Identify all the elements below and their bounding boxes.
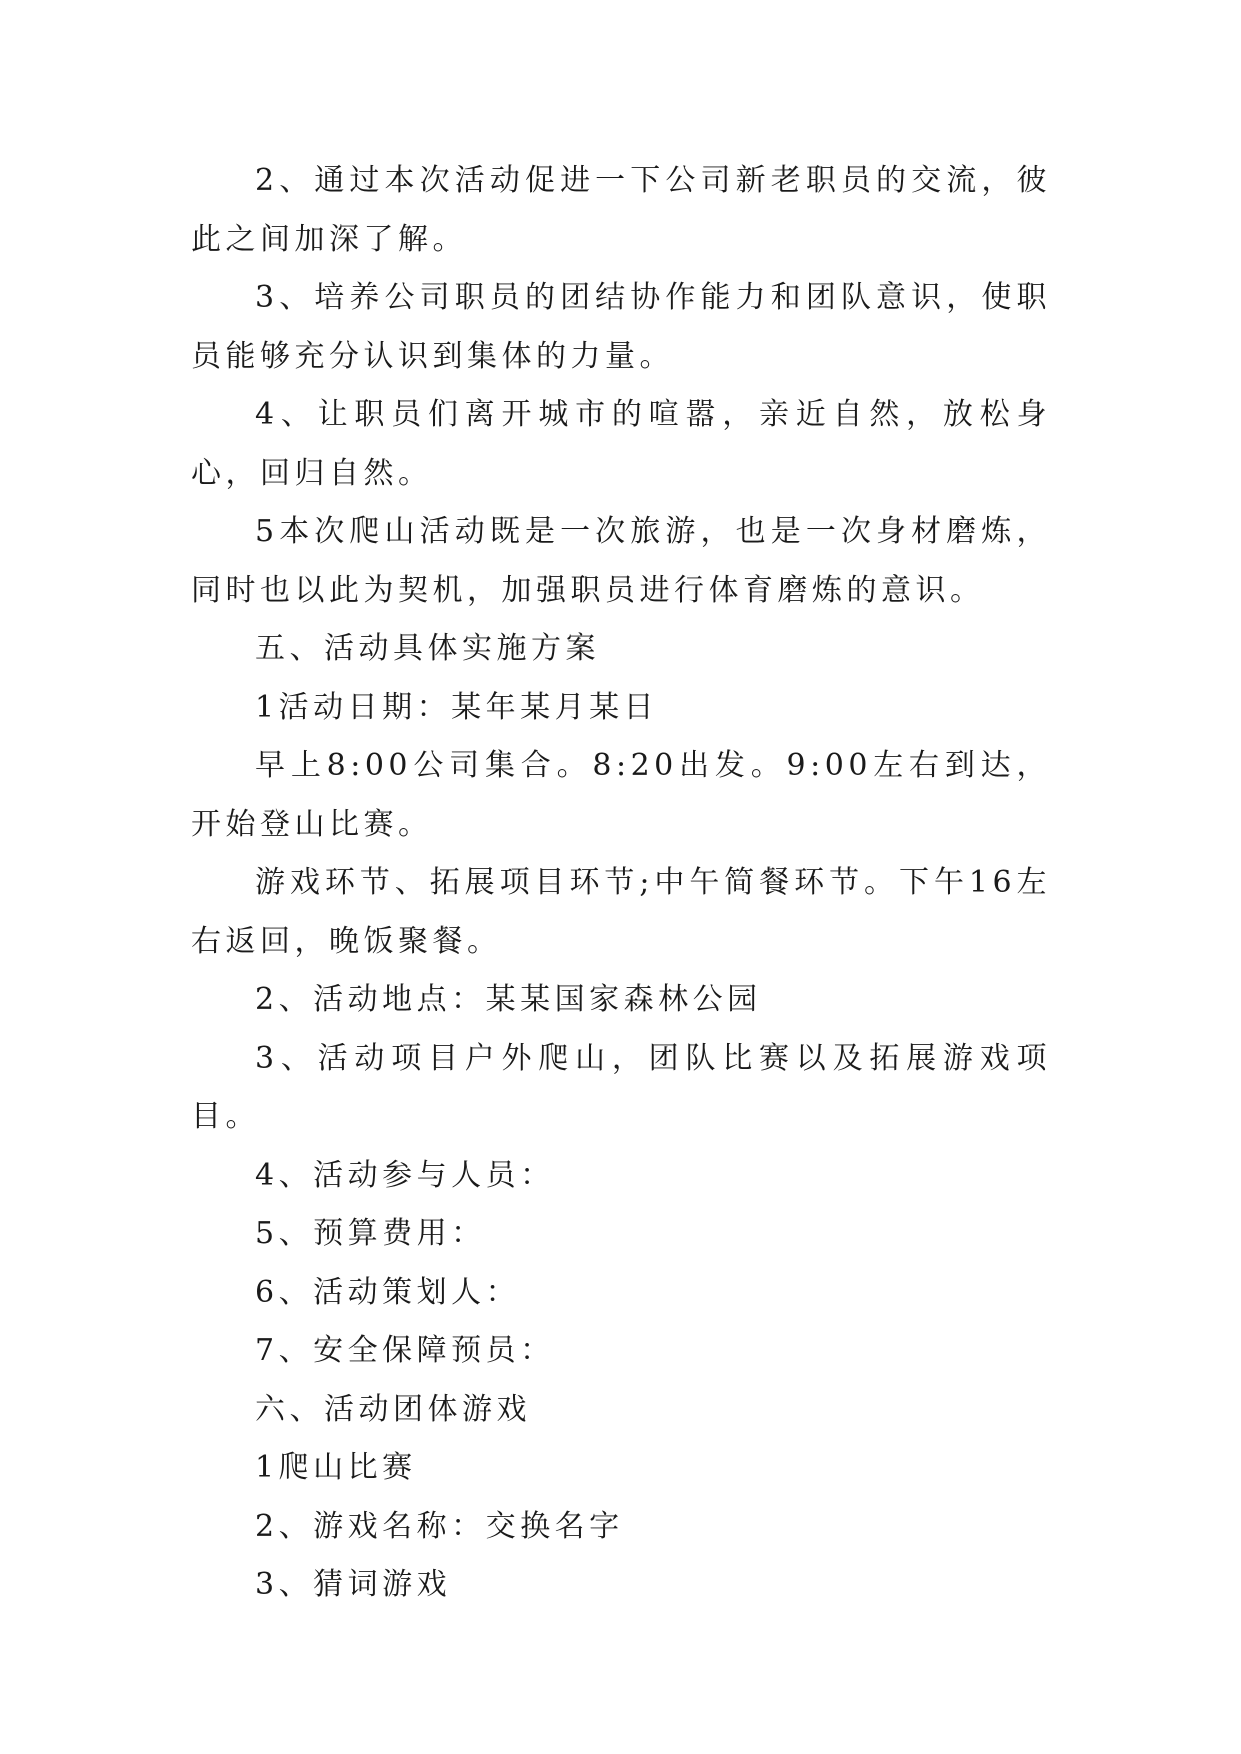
paragraph-objective-2: 2、通过本次活动促进一下公司新老职员的交流，彼此之间加深了解。 bbox=[191, 163, 1051, 257]
section-heading-implementation: 五、活动具体实施方案 bbox=[255, 631, 600, 666]
paragraph-game-word-guess: 3、猜词游戏 bbox=[255, 1567, 452, 1602]
paragraph-planner: 6、活动策划人： bbox=[255, 1274, 521, 1310]
paragraph-objective-5: 5本次爬山活动既是一次旅游，也是一次身材磨炼，同时也以此为契机，加强职员进行体育磨炼的意识。 bbox=[191, 514, 1051, 608]
paragraph-activity-date: 1活动日期：某年某月某日 bbox=[255, 689, 659, 725]
paragraph-objective-4: 4、让职员们离开城市的喧嚣，亲近自然，放松身心，回归自然。 bbox=[191, 397, 1051, 491]
paragraph-game-climbing: 1爬山比赛 bbox=[255, 1450, 417, 1485]
section-heading-group-games: 六、活动团体游戏 bbox=[255, 1391, 531, 1427]
paragraph-activity-location: 2、活动地点：某某国家森林公园 bbox=[255, 982, 762, 1017]
document-body bbox=[191, 152, 1051, 1615]
paragraph-participants: 4、活动参与人员： bbox=[255, 1157, 555, 1193]
paragraph-budget: 5、预算费用： bbox=[255, 1216, 486, 1251]
paragraph-safety-staff: 7、安全保障预员： bbox=[255, 1333, 555, 1368]
paragraph-game-name-swap: 2、游戏名称：交换名字 bbox=[255, 1508, 624, 1544]
paragraph-activity-items: 3、活动项目户外爬山，团队比赛以及拓展游戏项目。 bbox=[191, 1040, 1051, 1134]
paragraph-objective-3: 3、培养公司职员的团结协作能力和团队意识，使职员能够充分认识到集体的力量。 bbox=[191, 280, 1051, 374]
paragraph-afternoon-schedule: 游戏环节、拓展项目环节;中午简餐环节。下午16左右返回，晚饭聚餐。 bbox=[191, 865, 1051, 959]
paragraph-morning-schedule: 早上8:00公司集合。8:20出发。9:00左右到达，开始登山比赛。 bbox=[191, 748, 1051, 842]
